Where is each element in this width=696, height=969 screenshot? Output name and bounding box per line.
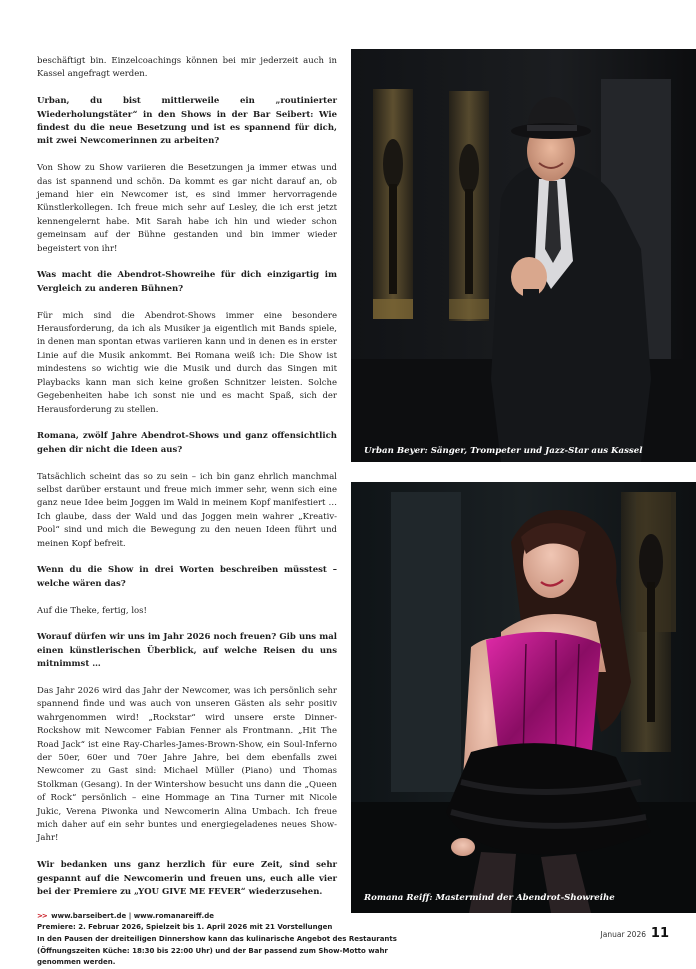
question-1: Urban, du bist mittlerweile ein „routinierter Wiederholungstäter“ in den Shows in der Bar Seibert: Wie findest du die neue Besetzung und ist es spannend für dich, mit zwei Newcomerinnen zu arbeiten?	[37, 96, 337, 147]
answer-2: Für mich sind die Abendrot-Shows immer eine besondere Herausforderung, da ich als Musiker ja eigentlich mit Bands spiele, in denen man spontan etwas variieren kann und in denen es in erster Linie auf die Musik ankommt. Bei Romana weiß ich: Die Show ist mindestens so wichtig wie die Musik und durch das Singen mit Playbacks kann man sich keine großen Schnitzer leisten. Solche Gegebenheiten habe ich sonst nie und es macht Spaß, sich der Herausforderung zu stellen.	[37, 310, 337, 415]
page-number: 11	[650, 926, 669, 941]
question-3: Romana, zwölf Jahre Abendrot-Shows und ganz offensichtlich gehen dir nicht die Ideen aus?	[37, 431, 337, 455]
answer-5: Das Jahr 2026 wird das Jahr der Newcomer, was ich persönlich sehr spannend finde und was auch von unseren Gästen als sehr positiv wahrgenommen wird! „Rockstar“ wird unsere erste Dinner-Rockshow mit Newcomer Fabian Fenner als Frontmann. „Hit The Road Jack“ ist eine Ray-Charles-James-Brown-Show, ein Soul-Inferno der 50er, 60er und 70er Jahre Jahre, bei dem ebenfalls zwei Newcomer zu Gast sind: Michael Müller (Piano) und Thomas Stolkman (Gesang). In der Wintershow besucht uns dann die „Queen of Rock“ persönlich – eine Hommage an Tina Turner mit Nicole Jukic, Verena Piwonka und Newcomerin Alina Umbach. Ich freue mich daher auf ein sehr buntes und energiegeladenes neues Show-Jahr!	[37, 685, 337, 844]
question-5: Worauf dürfen wir uns im Jahr 2026 noch freuen? Gib uns mal einen künstlerischen Überblick, auf welche Reisen du uns mitnimmst …	[37, 632, 337, 670]
page-footer	[0, 928, 696, 940]
info-line-2: In den Pausen der dreiteiligen Dinnershow kann das kulinarische Angebot des Restaurants	[37, 935, 397, 943]
answer-1: Von Show zu Show variieren die Besetzungen ja immer etwas und das ist spannend und schön. Da kommt es gar nicht darauf an, ob jemand hier ein Newcomer ist, es sind immer hervorragende Künstlerkollegen. Ich freue mich sehr auf Lesley, die ich erst jetzt kennengelernt habe. Mit Sarah habe ich hin und wieder schon gemeinsam auf der Bühne gestanden und bin immer wieder begeistert von ihr!	[37, 163, 337, 254]
photo-top-caption: Urban Beyer: Sänger, Trompeter und Jazz-Star aus Kassel	[364, 446, 643, 456]
question-2: Was macht die Abendrot-Showreihe für dich einzigartig im Vergleich zu anderen Bühnen?	[37, 270, 337, 294]
issue-date: Januar 2026	[600, 930, 646, 939]
answer-3: Tatsächlich scheint das so zu sein – ich bin ganz ehrlich manchmal selbst darüber erstaunt und freue mich immer sehr, wenn sich eine ganz neue Idee beim Joggen im Wald in meinem Kopf manifestiert … Ich glaube, dass der Wald und das Joggen mein wahrer „Kreativ-Pool“ sind und mich die Bewegung zu den neuen Ideen führt und meinen Kopf befreit.	[37, 471, 337, 549]
double-chevron-icon: >>	[37, 911, 47, 920]
paragraph-intro: beschäftigt bin. Einzelcoachings können bei mir jederzeit auch in Kassel angefragt werden.	[37, 56, 337, 80]
photo-urban-beyer-illustration	[351, 49, 696, 462]
photo-romana-reiff-illustration	[351, 482, 696, 913]
answer-4: Auf die Theke, fertig, los!	[37, 605, 147, 616]
article-column	[37, 55, 397, 969]
info-line-4: genommen werden.	[37, 958, 116, 967]
premiere-line: Premiere: 2. Februar 2026, Spielzeit bis 1. April 2026 mit 21 Vorstellungen	[37, 923, 333, 932]
info-line-3: (Öffnungszeiten Küche: 18:30 bis 22:00 Uhr) und der Bar passend zum Show-Motto wahr	[37, 946, 388, 955]
question-4: Wenn du die Show in drei Worten beschreiben müsstest – welche wären das?	[37, 565, 337, 589]
photo-romana-reiff	[351, 482, 696, 913]
photo-bottom-caption: Romana Reiff: Mastermind der Abendrot-Showreihe	[364, 893, 615, 903]
website-links[interactable]: www.barseibert.de | www.romanareiff.de	[51, 911, 214, 920]
photo-urban-beyer	[351, 49, 696, 462]
closing-statement: Wir bedanken uns ganz herzlich für eure Zeit, sind sehr gespannt auf die Newcomerin und freuen uns, euch alle vier bei der Premiere zu „YOU GIVE ME FEVER“ wiederzusehen.	[37, 860, 337, 898]
event-links-line	[37, 911, 337, 923]
